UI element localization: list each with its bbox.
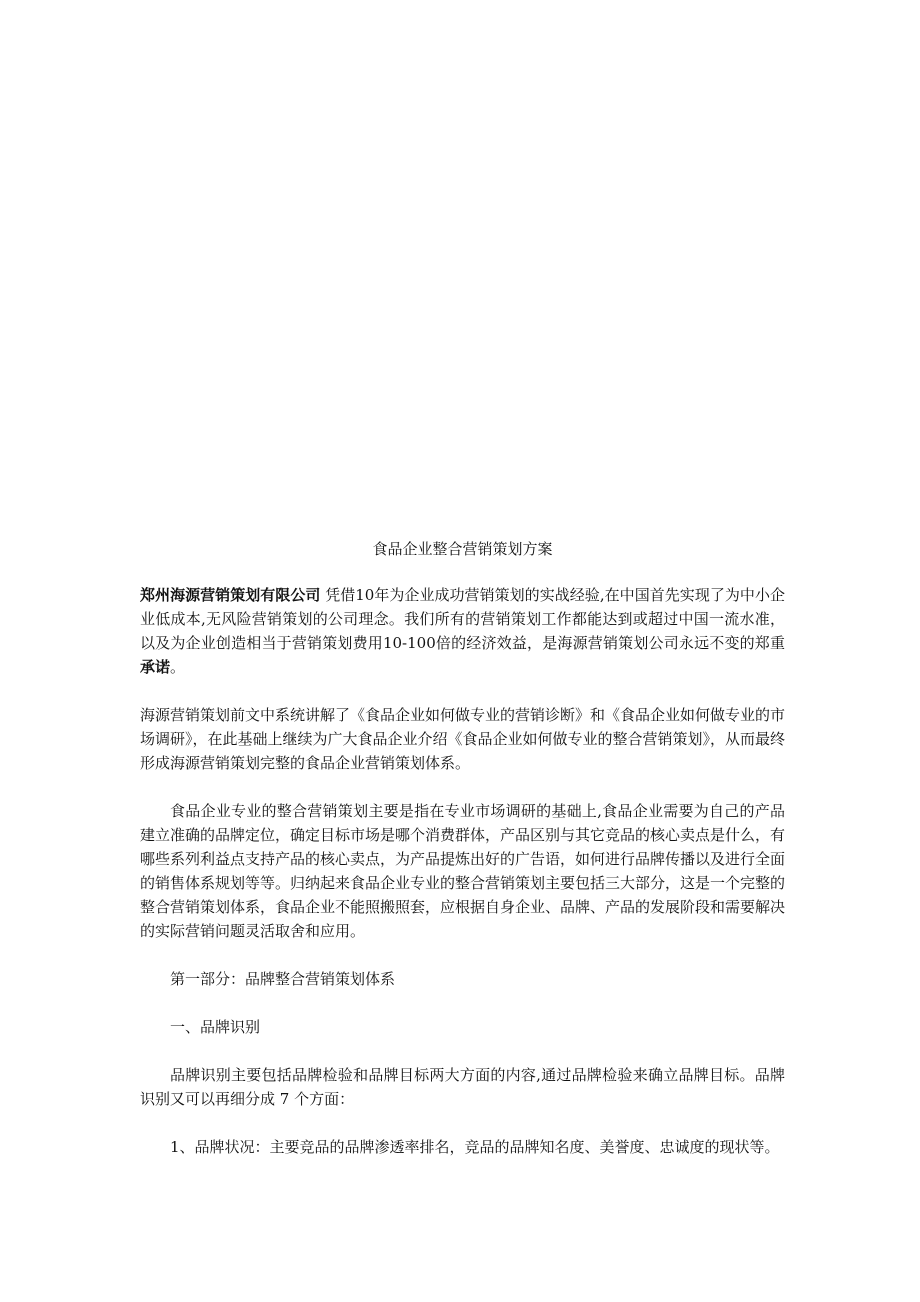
intro-paragraph (140, 583, 785, 679)
intro-text-a: 凭借10年为企业成功营销策划的实战经验,在中国首先实现了为中小企业低成本,无风险营销策划的公司理念。我们所有的营销策划工作都能达到或超过中国一流水准，以及为企业创造相当于营销策划费用10-100倍的经济效益，是海源营销策划公司永远不变的郑重 (140, 586, 785, 652)
definition-paragraph: 食品企业专业的整合营销策划主要是指在专业市场调研的基础上,食品企业需要为自己的产品建立准确的品牌定位，确定目标市场是哪个消费群体，产品区别与其它竞品的核心卖点是什么，有哪些系列利益点支持产品的核心卖点，为产品提炼出好的广告语，如何进行品牌传播以及进行全面的销售体系规划等等。归纳起来食品企业专业的整合营销策划主要包括三大部分，这是一个完整的整合营销策划体系，食品企业不能照搬照套，应根据自身企业、品牌、产品的发展阶段和需要解决的实际营销问题灵活取舍和应用。 (140, 802, 786, 940)
brand-identity-paragraph: 品牌识别主要包括品牌检验和品牌目标两大方面的内容,通过品牌检验来确立品牌目标。品牌识别又可以再细分成 7 个方面： (140, 1066, 785, 1108)
overview-paragraph: 海源营销策划前文中系统讲解了《食品企业如何做专业的营销诊断》和《食品企业如何做专业的市场调研》，在此基础上继续为广大食品企业介绍《食品企业如何做专业的整合营销策划》，从而最终形成海源营销策划完整的食品企业营销策划体系。 (140, 706, 786, 772)
document-body (140, 537, 785, 1183)
subsection-heading-brand-identity: 一、品牌识别 (170, 1018, 261, 1036)
intro-text-b: 。 (170, 658, 186, 676)
list-item-brand-status: 1、品牌状况：主要竞品的品牌渗透率排名，竞品的品牌知名度、美誉度、忠诚度的现状等。 (170, 1138, 780, 1156)
company-name: 郑州海源营销策划有限公司 (140, 586, 321, 604)
section-heading-part1: 第一部分：品牌整合营销策划体系 (170, 970, 396, 988)
promise-word: 承诺 (140, 658, 171, 676)
document-title: 食品企业整合营销策划方案 (372, 540, 553, 558)
